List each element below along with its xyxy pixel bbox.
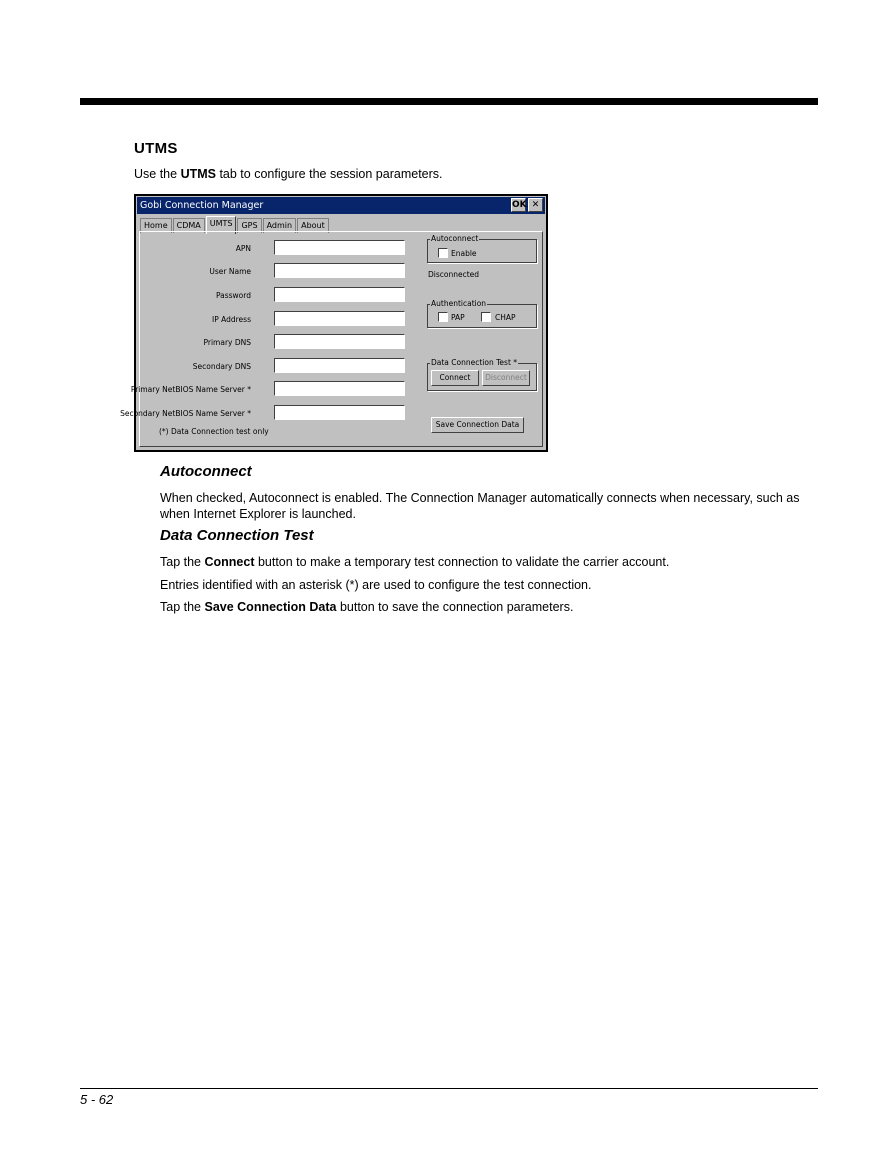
enable-checkbox[interactable] (438, 248, 448, 258)
data-connection-test-heading: Data Connection Test (160, 527, 314, 544)
page-number: 5 - 62 (80, 1092, 114, 1107)
disconnect-button[interactable]: Disconnect (482, 370, 530, 386)
primary-dns-input[interactable] (274, 334, 405, 349)
secondary-dns-input[interactable] (274, 358, 405, 373)
tab-strip (140, 218, 330, 232)
close-icon[interactable]: ✕ (528, 198, 543, 212)
enable-label: Enable (451, 249, 477, 258)
apn-label: APN (235, 244, 251, 253)
primary-netbios-input[interactable] (274, 381, 405, 396)
tab-umts[interactable]: UMTS (206, 216, 237, 234)
data-connection-test-group (427, 358, 537, 391)
autoconnect-group-label: Autoconnect (431, 234, 479, 243)
bottom-rule (80, 1088, 818, 1089)
window-title: Gobi Connection Manager (140, 200, 264, 211)
authentication-group-label: Authentication (431, 299, 487, 308)
password-label: Password (215, 291, 251, 300)
pap-label: PAP (451, 313, 465, 322)
pap-checkbox[interactable] (438, 312, 448, 322)
tab-gps[interactable]: GPS (237, 218, 261, 233)
chap-checkbox[interactable] (481, 312, 491, 322)
primary-dns-label: Primary DNS (203, 338, 251, 347)
tab-home[interactable]: Home (140, 218, 172, 233)
secondary-netbios-label: Secondary NetBIOS Name Server * (120, 409, 251, 418)
intro-text: Use the UTMS tab to configure the session parameters. (134, 167, 443, 181)
chap-label: CHAP (495, 313, 516, 322)
save-connection-data-button[interactable]: Save Connection Data (431, 417, 524, 433)
top-rule (80, 98, 818, 105)
tab-cdma[interactable]: CDMA (173, 218, 205, 233)
primary-netbios-label: Primary NetBIOS Name Server * (130, 385, 251, 394)
umts-panel (120, 231, 543, 447)
apn-input[interactable] (274, 240, 405, 255)
connect-paragraph: Tap the Connect button to make a temporary test connection to validate the carrier account. (160, 555, 670, 569)
ip-address-label: IP Address (212, 315, 251, 324)
autoconnect-heading: Autoconnect (160, 463, 252, 480)
connection-status: Disconnected (428, 270, 480, 279)
footnote: (*) Data Connection test only (159, 427, 269, 436)
secondary-dns-label: Secondary DNS (192, 362, 251, 371)
secondary-netbios-input[interactable] (274, 405, 405, 420)
authentication-group (427, 299, 537, 328)
ip-address-input[interactable] (274, 311, 405, 326)
save-paragraph: Tap the Save Connection Data button to save the connection parameters. (160, 600, 574, 614)
asterisk-paragraph: Entries identified with an asterisk (*) are used to configure the test connection. (160, 578, 592, 592)
autoconnect-text: When checked, Autoconnect is enabled. The Connection Manager automatically connects when necessary, such as when Internet Explorer is launched. (160, 491, 800, 521)
data-connection-test-label: Data Connection Test * (431, 358, 518, 367)
section-title: UTMS (134, 140, 178, 157)
password-input[interactable] (274, 287, 405, 302)
autoconnect-group (427, 234, 537, 263)
user-name-input[interactable] (274, 263, 405, 278)
window-titlebar (137, 197, 545, 214)
tab-admin[interactable]: Admin (263, 218, 297, 233)
ok-button[interactable]: OK (512, 200, 527, 210)
user-name-label: User Name (209, 267, 251, 276)
connect-button[interactable]: Connect (431, 370, 479, 386)
gobi-window (120, 194, 548, 452)
tab-about[interactable]: About (297, 218, 329, 233)
